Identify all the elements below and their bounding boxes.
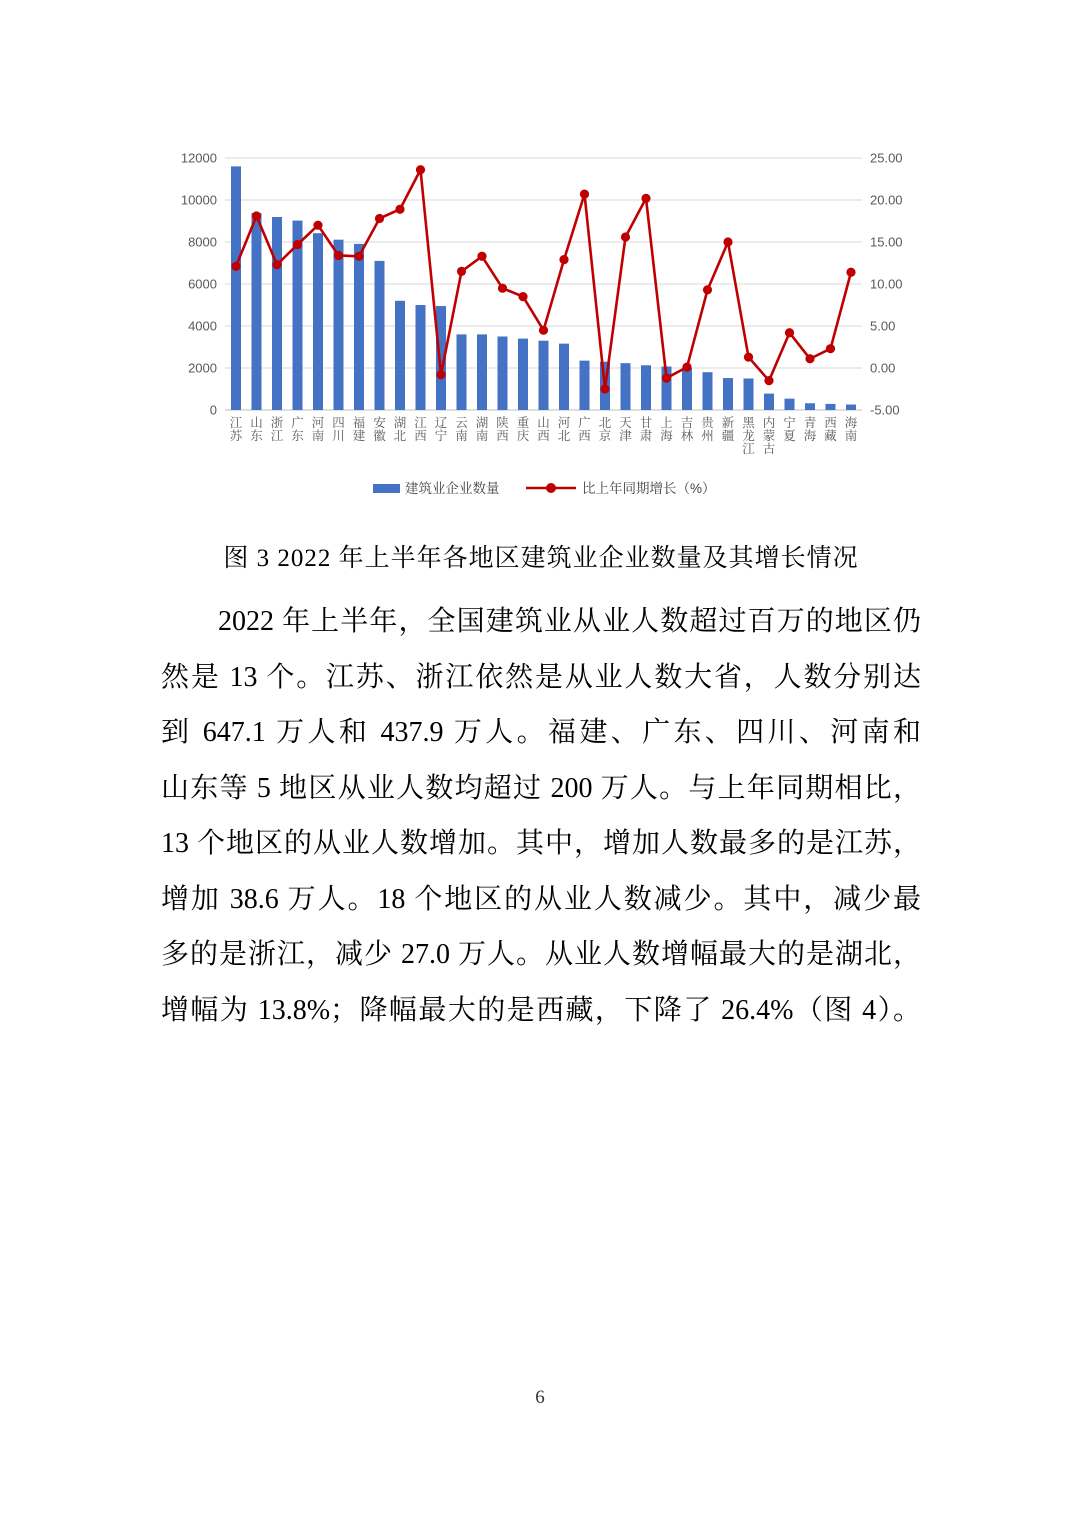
x-axis-category-label: 天津: [619, 416, 632, 443]
chart-legend: [373, 480, 716, 496]
figure3-caption: 图 3 2022 年上半年各地区建筑业企业数量及其增长情况: [223, 545, 859, 572]
x-axis-category-label: 云南: [455, 416, 468, 443]
legend-line-label: 比上年同期增长（%）: [582, 481, 716, 496]
x-axis-category-label: 陕西: [496, 416, 509, 443]
bar: [539, 341, 549, 410]
line-point: [375, 214, 384, 223]
x-axis-category-label: 吉林: [680, 416, 694, 443]
bar: [846, 405, 856, 410]
bar: [477, 334, 487, 410]
left-axis-tick-label: 8000: [188, 234, 217, 250]
x-axis-category-label: 新疆: [721, 416, 735, 443]
paragraph-line: 到 647.1 万人和 437.9 万人。福建、广东、四川、河南和: [161, 717, 921, 748]
chart-x-axis-labels: [230, 415, 858, 456]
paragraph-line: 多的是浙江，减少 27.0 万人。从业人数增幅最大的是湖北，: [161, 939, 921, 970]
line-point: [785, 328, 794, 337]
bar: [785, 399, 795, 410]
x-axis-category-label: 湖北: [393, 416, 407, 443]
x-axis-category-label: 辽宁: [434, 416, 448, 443]
paragraph-line: 2022 年上半年，全国建筑业从业人数超过百万的地区仍: [218, 606, 921, 637]
body-paragraph: [161, 594, 921, 1038]
x-axis-category-label: 福建: [352, 416, 366, 443]
line-point: [846, 268, 855, 277]
x-axis-category-label: 贵州: [701, 416, 714, 443]
line-point: [498, 284, 507, 293]
figure3-chart: [150, 138, 940, 514]
line-point: [231, 262, 240, 271]
x-axis-category-label: 海南: [844, 416, 858, 443]
paragraph-line: 山东等 5 地区从业人数均超过 200 万人。与上年同期相比，: [161, 772, 921, 804]
bar: [805, 403, 815, 410]
paragraph-line: 13 个地区的从业人数增加。其中，增加人数最多的是江苏，: [161, 828, 921, 859]
left-axis-tick-label: 4000: [188, 318, 217, 334]
x-axis-category-label: 北京: [598, 416, 612, 443]
paragraph-line: 增幅为 13.8%；降幅最大的是西藏，下降了 26.4%（图 4）。: [161, 994, 921, 1026]
line-point: [682, 363, 691, 372]
line-point: [539, 326, 548, 335]
bar: [416, 305, 426, 410]
bar: [703, 372, 713, 410]
line-point: [764, 376, 773, 385]
x-axis-category-label: 广东: [291, 416, 304, 443]
paragraph-line: 增加 38.6 万人。18 个地区的从业人数减少。其中，减少最: [161, 883, 921, 915]
right-axis-tick-label: 5.00: [870, 318, 896, 334]
bar: [580, 361, 590, 410]
x-axis-category-label: 河南: [311, 416, 325, 443]
line-point: [354, 252, 363, 261]
bar: [252, 213, 262, 410]
chart-right-axis-labels: [870, 151, 903, 418]
paragraph-line: 然是 13 个。江苏、浙江依然是从业人数大省，人数分别达: [161, 661, 921, 693]
x-axis-category-label: 重庆: [516, 416, 530, 443]
legend-bar-label: 建筑业企业数量: [405, 481, 500, 496]
bar: [395, 301, 405, 410]
x-axis-category-label: 青海: [803, 416, 817, 443]
line-point: [272, 260, 281, 269]
page-number: 6: [535, 1387, 545, 1408]
bar: [272, 217, 282, 410]
legend-bar-swatch-icon: [373, 484, 400, 493]
left-axis-tick-label: 2000: [188, 360, 217, 376]
x-axis-category-label: 湖南: [475, 416, 489, 443]
bar: [641, 365, 651, 410]
left-axis-tick-label: 12000: [180, 150, 217, 166]
line-point: [826, 344, 835, 353]
left-axis-tick-label: 0: [209, 402, 217, 418]
x-axis-category-label: 四川: [332, 416, 345, 443]
line-point: [395, 205, 404, 214]
right-axis-tick-label: 10.00: [870, 276, 903, 292]
x-axis-category-label: 安徽: [373, 416, 386, 443]
chart-left-axis-labels: [181, 151, 217, 418]
right-axis-tick-label: 25.00: [870, 150, 903, 166]
line-point: [416, 165, 425, 174]
line-point: [723, 237, 732, 246]
line-point: [457, 267, 466, 276]
x-axis-category-label: 山西: [537, 416, 550, 443]
bar: [559, 344, 569, 410]
line-point: [744, 352, 753, 361]
left-axis-tick-label: 6000: [188, 276, 217, 292]
bar: [518, 339, 528, 410]
line-point: [580, 190, 589, 199]
legend-line-marker-icon: [546, 483, 556, 493]
bar: [375, 261, 385, 410]
line-point: [621, 232, 630, 241]
line-point: [436, 370, 445, 379]
bar: [334, 240, 344, 410]
x-axis-category-label: 上海: [660, 416, 673, 443]
x-axis-category-label: 甘肃: [639, 416, 653, 443]
line-point: [662, 373, 671, 382]
line-point: [313, 221, 322, 230]
line-point: [805, 354, 814, 363]
left-axis-tick-label: 10000: [180, 192, 217, 208]
line-point: [600, 384, 609, 393]
line-point: [334, 251, 343, 260]
bar: [744, 379, 754, 411]
x-axis-category-label: 河北: [557, 416, 571, 443]
right-axis-tick-label: -5.00: [870, 402, 900, 418]
bar: [231, 166, 241, 410]
bar: [457, 334, 467, 410]
bar: [621, 363, 631, 410]
line-point: [477, 252, 486, 261]
x-axis-category-label: 黑龙江: [742, 416, 755, 456]
x-axis-category-label: 西藏: [824, 416, 837, 443]
x-axis-category-label: 江西: [414, 416, 427, 443]
right-axis-tick-label: 20.00: [870, 192, 903, 208]
x-axis-category-label: 宁夏: [783, 416, 796, 443]
x-axis-category-label: 江苏: [229, 416, 243, 443]
x-axis-category-label: 广西: [578, 416, 591, 443]
line-point: [641, 194, 650, 203]
combo-chart-svg: [150, 138, 940, 514]
bar: [723, 378, 733, 410]
line-point: [293, 240, 302, 249]
bar: [354, 244, 364, 410]
bar: [682, 368, 692, 410]
right-axis-tick-label: 0.00: [870, 360, 896, 376]
x-axis-category-label: 山东: [250, 416, 263, 443]
bar: [313, 233, 323, 410]
line-point: [559, 255, 568, 264]
right-axis-tick-label: 15.00: [870, 234, 903, 250]
x-axis-category-label: 浙江: [270, 416, 284, 443]
line-point: [518, 292, 527, 301]
bar: [826, 404, 836, 410]
bar: [764, 394, 774, 410]
line-point: [703, 285, 712, 294]
bar: [498, 337, 508, 411]
line-point: [252, 211, 261, 220]
x-axis-category-label: 内蒙古: [762, 416, 776, 456]
